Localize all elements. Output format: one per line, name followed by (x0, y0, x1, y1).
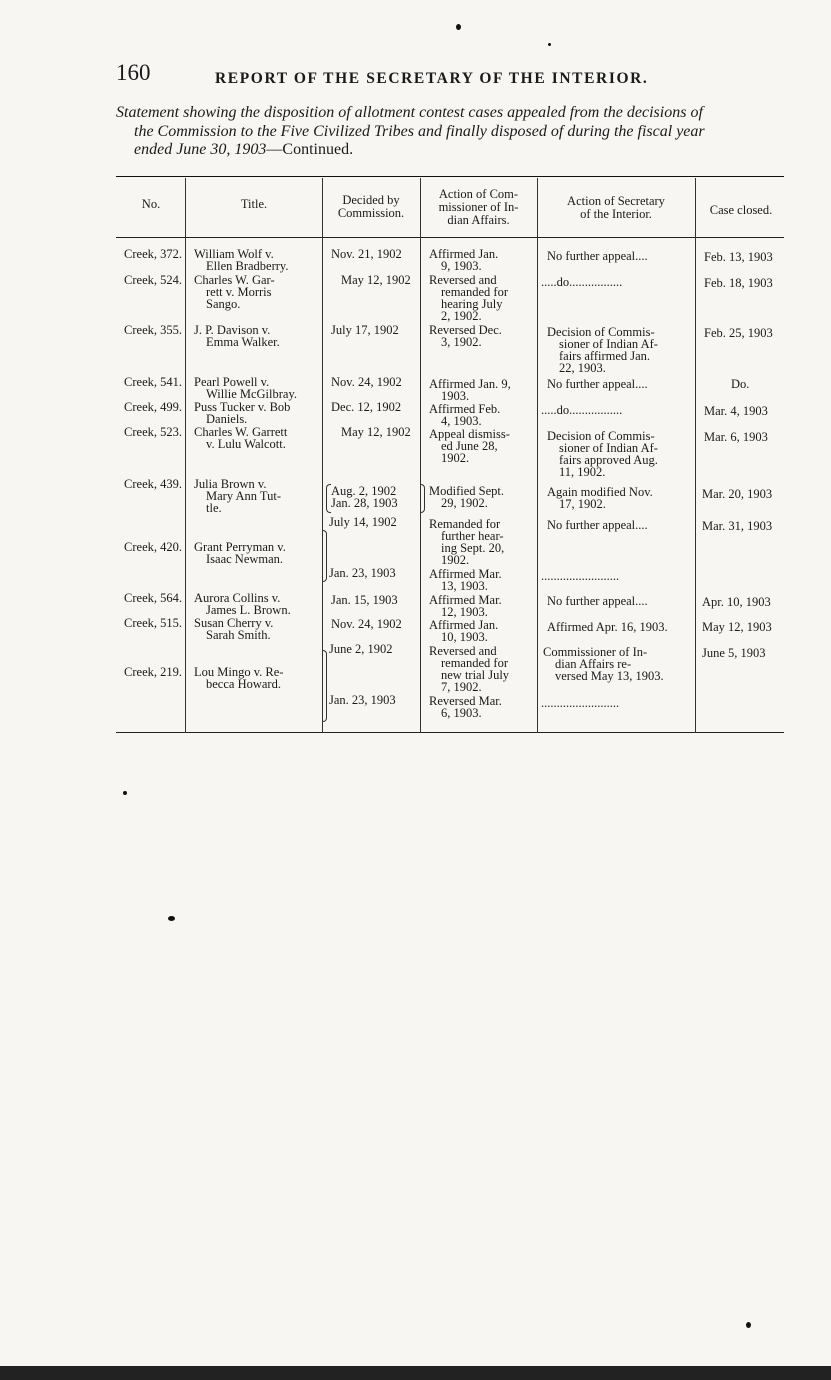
column-header-secretary (537, 195, 695, 221)
cell-decided: Nov. 24, 1902 (331, 617, 402, 631)
cell-secretary: .....do................. (541, 275, 623, 289)
cell-title: Pearl Powell v. (194, 375, 270, 389)
cell-commissioner: Affirmed Mar. (429, 567, 502, 581)
cell-commissioner: 1903. (441, 389, 470, 403)
cell-no: Creek, 564. (124, 591, 182, 605)
header-line: Commission. (337, 206, 405, 220)
cell-commissioner: Reversed Dec. (429, 323, 502, 337)
cell-commissioner: remanded for (441, 285, 508, 299)
header-line: Decided by (342, 193, 400, 207)
cell-closed: Feb. 13, 1903 (704, 250, 773, 264)
cell-commissioner: Modified Sept. (429, 484, 504, 498)
cell-no: Creek, 219. (124, 665, 182, 679)
cell-commissioner: Affirmed Jan. (429, 247, 499, 261)
cell-no: Creek, 499. (124, 400, 182, 414)
cell-commissioner: 10, 1903. (441, 630, 488, 644)
cell-title: Mary Ann Tut- (206, 489, 282, 503)
header-line: missioner of In- (438, 200, 519, 214)
cell-no: Creek, 372. (124, 247, 182, 261)
cell-secretary: ......................... (541, 696, 620, 710)
cell-title: J. P. Davison v. (194, 323, 271, 337)
column-header-no: No. (141, 197, 161, 211)
cell-closed: Mar. 4, 1903 (704, 404, 768, 418)
cell-commissioner: 6, 1903. (441, 706, 482, 720)
cell-commissioner: Reversed and (429, 644, 497, 658)
cell-closed: Mar. 20, 1903 (702, 487, 773, 501)
column-header-commissioner (420, 188, 537, 227)
cell-secretary: 22, 1903. (559, 361, 606, 375)
cell-closed: Mar. 31, 1903 (702, 519, 773, 533)
cell-secretary: No further appeal.... (547, 249, 648, 263)
cell-commissioner: Remanded for (429, 517, 501, 531)
cell-secretary: No further appeal.... (547, 594, 648, 608)
cell-secretary: Decision of Commis- (547, 429, 655, 443)
cell-decided: Nov. 24, 1902 (331, 375, 402, 389)
cell-commissioner: 12, 1903. (441, 605, 488, 619)
cell-commissioner: further hear- (441, 529, 504, 543)
cell-secretary: dian Affairs re- (555, 657, 632, 671)
header-line: of the Interior. (580, 207, 652, 221)
cell-decided: Jan. 23, 1903 (329, 566, 396, 580)
cell-commissioner: ed June 28, (441, 439, 498, 453)
cell-commissioner: 1902. (441, 553, 470, 567)
cell-decided: June 2, 1902 (329, 642, 393, 656)
cell-title: Isaac Newman. (206, 552, 284, 566)
cell-closed: Do. (731, 377, 750, 391)
cell-commissioner: Reversed Mar. (429, 694, 502, 708)
cell-no: Creek, 524. (124, 273, 182, 287)
cell-decided: May 12, 1902 (341, 425, 411, 439)
cell-commissioner: 3, 1902. (441, 335, 482, 349)
cell-no: Creek, 355. (124, 323, 182, 337)
cell-closed: Feb. 18, 1903 (704, 276, 773, 290)
table-top-rule (116, 176, 784, 177)
cell-decided: Aug. 2, 1902 (331, 484, 397, 498)
cell-no: Creek, 420. (124, 540, 182, 554)
cell-secretary: 11, 1902. (559, 465, 606, 479)
cell-no: Creek, 515. (124, 616, 182, 630)
cell-secretary: sioner of Indian Af- (559, 441, 658, 455)
cell-secretary: versed May 13, 1903. (555, 669, 664, 683)
column-header-decided (322, 194, 420, 220)
column-divider (185, 178, 186, 733)
cell-secretary: fairs affirmed Jan. (559, 349, 651, 363)
cell-closed: June 5, 1903 (702, 646, 766, 660)
cell-title: Puss Tucker v. Bob (194, 400, 291, 414)
column-header-closed: Case closed. (709, 203, 773, 217)
cell-secretary: Commissioner of In- (543, 645, 648, 659)
caption-continued: —Continued. (266, 141, 354, 158)
brace-mark (420, 484, 425, 513)
cell-title: Lou Mingo v. Re- (194, 665, 284, 679)
caption-line-1: Statement showing the disposition of allotment contest cases appealed from the decisions of (116, 104, 703, 121)
cell-title: William Wolf v. (194, 247, 274, 261)
table-bottom-rule (116, 732, 784, 733)
ink-speck (548, 43, 551, 46)
ink-speck (168, 916, 175, 921)
cell-title: Charles W. Garrett (194, 425, 288, 439)
cell-title: Aurora Collins v. (194, 591, 281, 605)
cell-decided: Dec. 12, 1902 (331, 400, 402, 414)
cell-commissioner: Affirmed Jan. (429, 618, 499, 632)
cell-commissioner: Affirmed Jan. 9, (429, 377, 511, 391)
cell-no: Creek, 439. (124, 477, 182, 491)
cell-title: Sarah Smith. (206, 628, 271, 642)
cell-commissioner: 4, 1903. (441, 414, 482, 428)
cell-closed: Feb. 25, 1903 (704, 326, 773, 340)
cell-secretary: Again modified Nov. (547, 485, 653, 499)
ink-speck (746, 1322, 751, 1328)
cell-title: James L. Brown. (206, 603, 291, 617)
cell-commissioner: Affirmed Mar. (429, 593, 502, 607)
cell-no: Creek, 523. (124, 425, 182, 439)
cell-title: Sango. (206, 297, 241, 311)
header-line: Action of Secretary (567, 194, 665, 208)
column-divider (695, 178, 696, 733)
cell-commissioner: 1902. (441, 451, 470, 465)
cell-commissioner: remanded for (441, 656, 508, 670)
cell-title: Grant Perryman v. (194, 540, 286, 554)
running-title: REPORT OF THE SECRETARY OF THE INTERIOR. (215, 70, 649, 87)
page-number: 160 (116, 60, 151, 85)
cell-secretary: No further appeal.... (547, 377, 648, 391)
cell-commissioner: new trial July (441, 668, 510, 682)
cell-decided: Nov. 21, 1902 (331, 247, 402, 261)
cell-secretary: No further appeal.... (547, 518, 648, 532)
header-line: dian Affairs. (447, 213, 510, 227)
brace-mark (322, 530, 327, 582)
cell-secretary: sioner of Indian Af- (559, 337, 658, 351)
cell-title: rett v. Morris (206, 285, 272, 299)
cell-closed: Mar. 6, 1903 (704, 430, 768, 444)
cell-decided: July 14, 1902 (329, 515, 397, 529)
column-divider (420, 178, 421, 733)
cell-title: v. Lulu Walcott. (206, 437, 286, 451)
cell-closed: Apr. 10, 1903 (702, 595, 771, 609)
cell-title: becca Howard. (206, 677, 281, 691)
table-caption (116, 104, 788, 160)
caption-line-2: the Commission to the Five Civilized Tribes and finally disposed of during the fiscal year (134, 122, 705, 140)
cell-title: tle. (206, 501, 222, 515)
cell-title: Ellen Bradberry. (206, 259, 289, 273)
cell-secretary: Decision of Commis- (547, 325, 655, 339)
cell-commissioner: 7, 1902. (441, 680, 482, 694)
cell-commissioner: Appeal dismiss- (429, 427, 510, 441)
header-line: Action of Com- (438, 187, 519, 201)
cell-title: Charles W. Gar- (194, 273, 275, 287)
cell-commissioner: 29, 1902. (441, 496, 488, 510)
cell-no: Creek, 541. (124, 375, 182, 389)
cell-secretary: Affirmed Apr. 16, 1903. (547, 620, 668, 634)
cell-commissioner: 2, 1902. (441, 309, 482, 323)
cell-secretary: fairs approved Aug. (559, 453, 658, 467)
ink-speck (456, 24, 461, 30)
cell-decided: May 12, 1902 (341, 273, 411, 287)
page-bottom-edge (0, 1366, 831, 1380)
cell-title: Willie McGilbray. (206, 387, 298, 401)
cell-secretary: .....do................. (541, 403, 623, 417)
cell-commissioner: Affirmed Feb. (429, 402, 501, 416)
cell-commissioner: Reversed and (429, 273, 497, 287)
cell-commissioner: hearing July (441, 297, 503, 311)
brace-mark (322, 650, 327, 722)
column-header-title: Title. (240, 197, 268, 211)
cell-commissioner: ing Sept. 20, (441, 541, 505, 555)
cell-decided: Jan. 28, 1903 (331, 496, 398, 510)
cell-closed: May 12, 1903 (702, 620, 772, 634)
cell-title: Emma Walker. (206, 335, 280, 349)
cell-decided: Jan. 23, 1903 (329, 693, 396, 707)
cell-title: Susan Cherry v. (194, 616, 274, 630)
cell-commissioner: 9, 1903. (441, 259, 482, 273)
cell-decided: July 17, 1902 (331, 323, 399, 337)
column-divider (537, 178, 538, 733)
cell-title: Julia Brown v. (194, 477, 267, 491)
cell-secretary: ......................... (541, 569, 620, 583)
cell-secretary: 17, 1902. (559, 497, 606, 511)
cell-title: Daniels. (206, 412, 248, 426)
caption-line-3: ended June 30, 1903 (134, 141, 267, 158)
cell-decided: Jan. 15, 1903 (331, 593, 398, 607)
cell-commissioner: 13, 1903. (441, 579, 488, 593)
table-header-rule (116, 237, 784, 238)
ink-speck (123, 791, 127, 795)
